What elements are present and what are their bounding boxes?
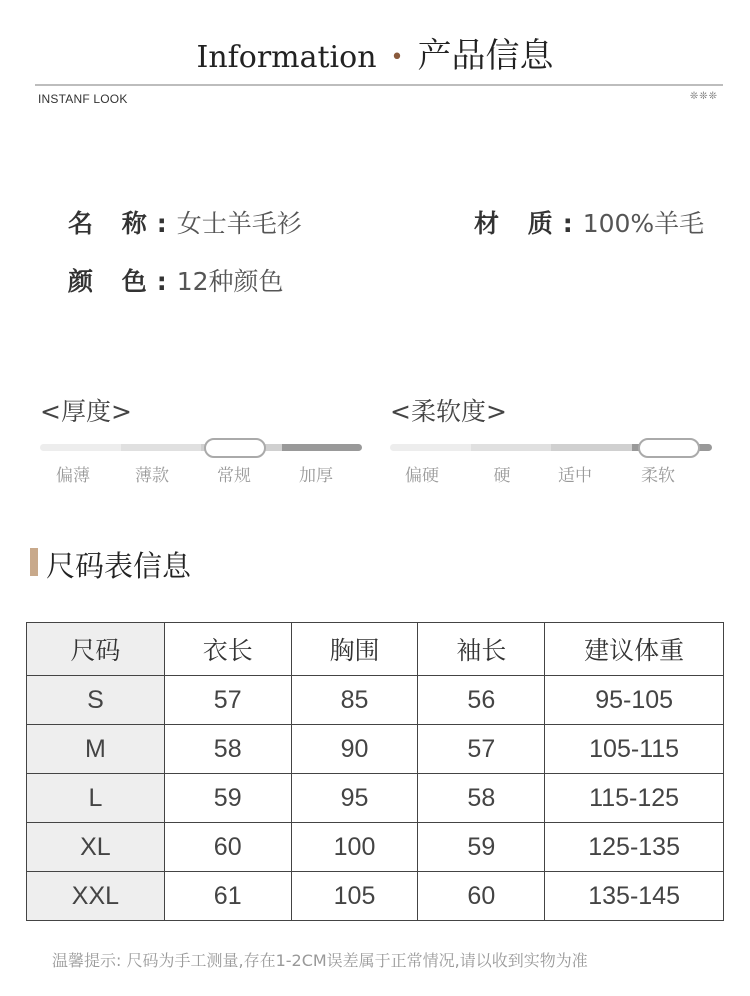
title-en: Information [196,40,377,75]
table-cell: 135-145 [545,872,724,921]
table-header: 袖长 [418,623,545,676]
table-cell: 95 [291,774,418,823]
size-section-title: 尺码表信息 [46,549,192,583]
table-header: 建议体重 [545,623,724,676]
info-name [68,204,302,240]
table-cell: 125-135 [545,823,724,872]
table-cell: XL [27,823,165,872]
brand-label: INSTANF LOOK [38,92,128,106]
table-header: 尺码 [27,623,165,676]
table-cell: 90 [291,725,418,774]
title-dot: • [390,45,404,70]
info-color [68,262,284,298]
measurement-note: 温馨提示: 尺码为手工测量,存在1-2CM误差属于正常情况,请以收到实物为准 [52,951,588,970]
table-cell: 57 [164,676,291,725]
size-table [26,622,724,921]
decoration-icon: ❊❊❊ [689,91,718,102]
info-material-key: 材 质: [474,209,583,238]
softness-label: 柔软 [641,466,675,486]
table-row [27,725,724,774]
table-cell: 59 [418,823,545,872]
softness-slider-knob[interactable] [638,438,700,458]
table-cell: 59 [164,774,291,823]
softness-title: <柔软度> [390,397,507,426]
table-row [27,676,724,725]
table-cell: 105-115 [545,725,724,774]
section-accent-bar [30,548,38,576]
table-cell: 57 [418,725,545,774]
table-header: 胸围 [291,623,418,676]
table-cell: 56 [418,676,545,725]
table-cell: 100 [291,823,418,872]
table-cell: S [27,676,165,725]
thickness-label: 薄款 [135,466,169,486]
softness-label: 偏硬 [405,466,439,486]
info-name-key: 名 称: [68,209,177,238]
table-row [27,872,724,921]
info-color-key: 颜 色: [68,267,177,296]
table-cell: 61 [164,872,291,921]
table-header: 衣长 [164,623,291,676]
table-cell: 60 [418,872,545,921]
table-cell: 95-105 [545,676,724,725]
table-row [27,774,724,823]
softness-label: 硬 [493,466,511,486]
page-title [0,28,750,77]
thickness-slider-knob[interactable] [204,438,266,458]
table-cell: 85 [291,676,418,725]
info-name-value: 女士羊毛衫 [176,209,302,238]
table-cell: 60 [164,823,291,872]
thickness-label: 加厚 [299,466,333,486]
table-cell: L [27,774,165,823]
table-cell: 58 [418,774,545,823]
table-cell: 105 [291,872,418,921]
softness-label: 适中 [558,466,592,486]
thickness-label: 偏薄 [56,466,90,486]
table-header-row [27,623,724,676]
info-color-value: 12种颜色 [176,267,284,296]
table-cell: M [27,725,165,774]
thickness-label: 常规 [217,466,251,486]
header-divider [35,84,723,86]
table-cell: XXL [27,872,165,921]
title-cn: 产品信息 [417,36,554,76]
info-material [474,204,704,240]
table-row [27,823,724,872]
info-material-value: 100%羊毛 [582,209,705,238]
table-cell: 58 [164,725,291,774]
thickness-track [40,444,362,451]
thickness-title: <厚度> [40,397,132,426]
table-cell: 115-125 [545,774,724,823]
